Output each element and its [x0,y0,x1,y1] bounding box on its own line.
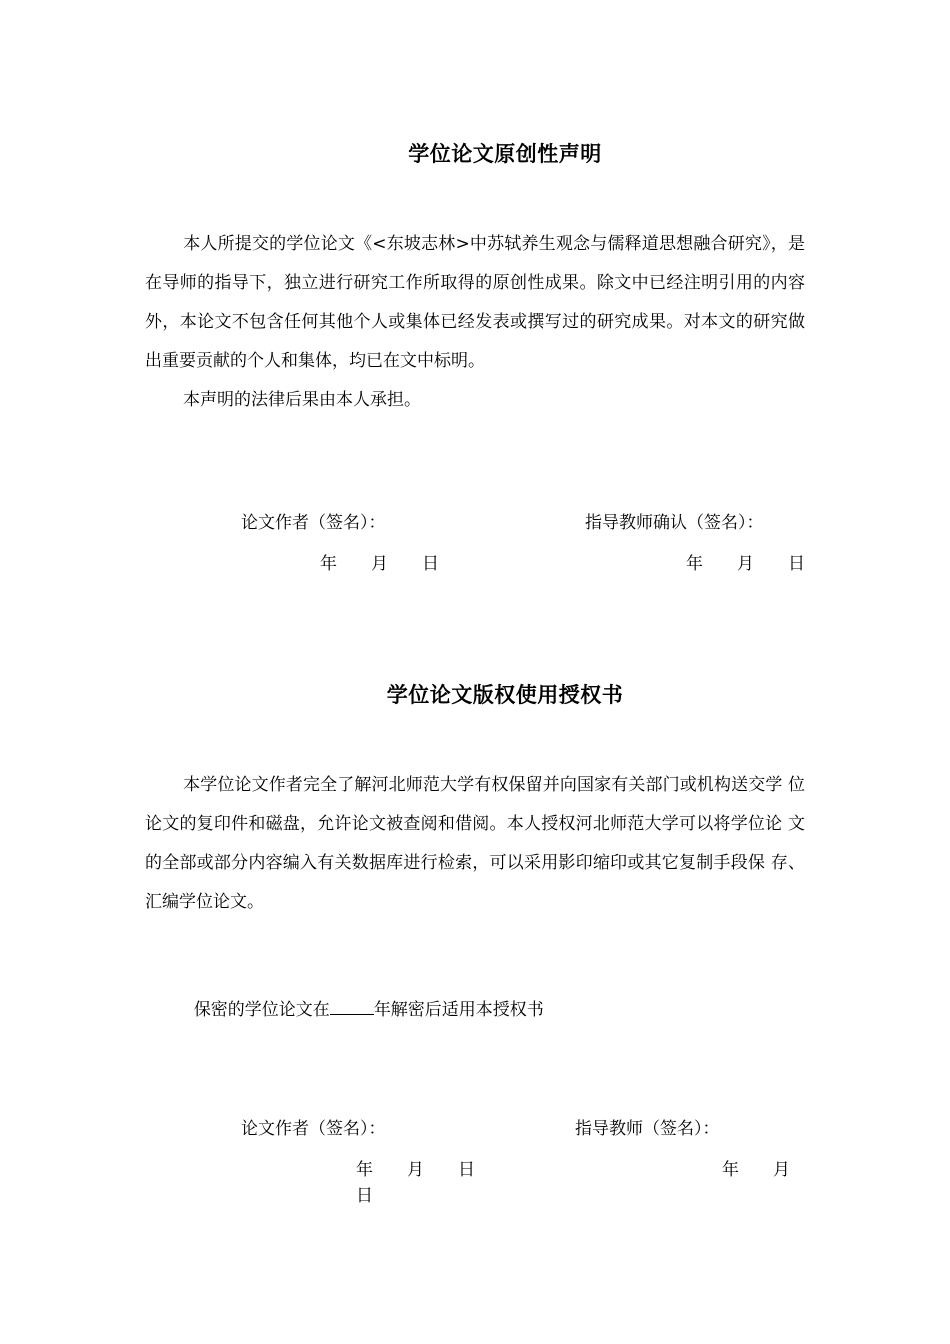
authorization-body-text: 本学位论文作者完全了解河北师范大学有权保留并向国家有关部门或机构送交学 位论文的复印件和磁盘，允许论文被查阅和借阅。本人授权河北师范大学可以将学位论 文的全部或部分内容编入有关数据库进行检索，可以采用影印缩印或其它复制手段保 存、汇编学位论文。 [145,775,805,912]
declaration-advisor-signature-label: 指导教师确认（签名）： [585,513,764,533]
declaration-author-date: 年 月 日 [320,554,439,574]
secrecy-statement [183,975,544,1020]
secrecy-suffix: 年解密后适用本授权书 [373,1000,544,1020]
authorization-advisor-date: 年 月 [722,1160,790,1180]
declaration-advisor-date: 年 月 日 [686,554,805,574]
declaration-title: 学位论文原创性声明 [408,142,602,166]
authorization-author-signature-label: 论文作者（签名）： [241,1119,386,1139]
declaration-legal-text: 本声明的法律后果由本人承担。 [183,390,421,410]
authorization-author-date-wrap: 日 [356,1186,373,1206]
secrecy-year-blank [330,1013,374,1015]
declaration-body-text: 本人所提交的学位论文《<东坡志林>中苏轼养生观念与儒释道思想融合研究》，是在导师的指导下，独立进行研究工作所取得的原创性成果。除文中已经注明引用的内容外，本论文不包含任何其他个人或集体已经发表或撰写过的研究成果。对本文的研究做出重要贡献的个人和集体，均已在文中标明。 [145,234,805,371]
declaration-author-signature-label: 论文作者（签名）： [241,513,386,533]
secrecy-prefix: 保密的学位论文在 [193,1000,330,1020]
declaration-legal-paragraph [145,381,805,420]
authorization-title: 学位论文版权使用授权书 [386,683,624,707]
declaration-paragraph [145,225,805,381]
authorization-paragraph [145,766,805,922]
authorization-advisor-signature-label: 指导教师（签名）： [575,1119,720,1139]
authorization-author-date: 年 月 日 [356,1160,475,1180]
